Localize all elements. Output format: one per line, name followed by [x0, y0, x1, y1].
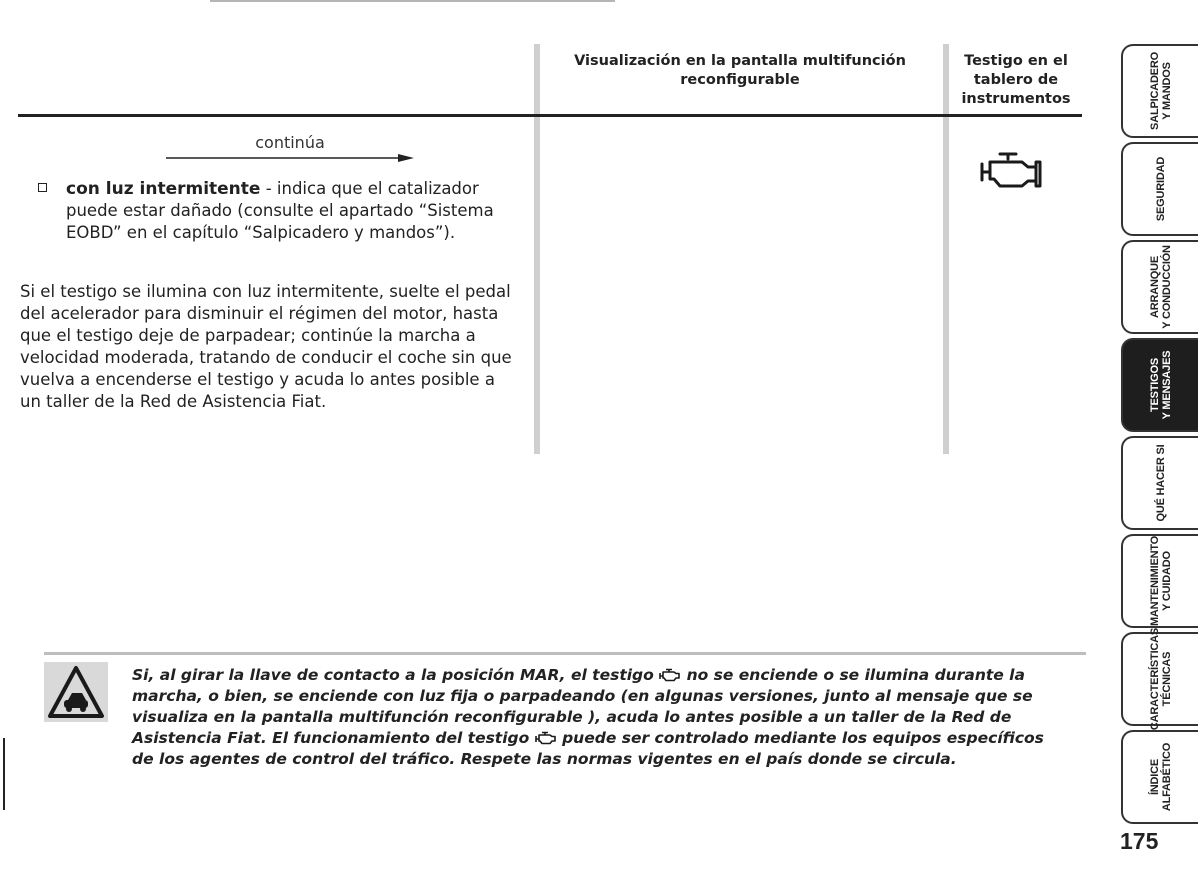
- tab-label: MANTENIMIENTO Y CUIDADO: [1148, 535, 1173, 627]
- tab-indice-alfabetico[interactable]: [1121, 730, 1198, 824]
- continued-arrow-icon: [166, 151, 414, 165]
- tab-label: SEGURIDAD: [1154, 156, 1167, 222]
- header-rule: [18, 114, 1082, 117]
- page-number: 175: [1120, 828, 1159, 854]
- margin-mark: [3, 738, 5, 810]
- continued-label: continúa: [255, 133, 325, 152]
- tab-label: TESTIGOS Y MENSAJES: [1148, 350, 1173, 420]
- bullet-item: [38, 178, 518, 244]
- column-header-warning-light: Testigo en el tablero de instrumentos: [961, 53, 1071, 107]
- tab-testigos-y-mensajes[interactable]: [1121, 338, 1198, 432]
- bullet-text: [66, 178, 518, 244]
- tab-label: CARACTERÍSTICAS TÉCNICAS: [1148, 627, 1173, 731]
- column-separator-1: [534, 44, 540, 454]
- tab-salpicadero-y-mandos[interactable]: [1121, 44, 1198, 138]
- column-header-display: Visualización en la pantalla multifunción reconfigurable: [574, 53, 906, 88]
- top-rule: [210, 0, 615, 2]
- tab-seguridad[interactable]: [1121, 142, 1198, 236]
- tab-label: ÍNDICE ALFABÉTICO: [1148, 742, 1173, 812]
- bullet-box-icon: [38, 183, 47, 192]
- engine-check-icon: [978, 148, 1044, 192]
- tab-label: QUÉ HACER SI: [1154, 444, 1167, 522]
- tab-label: ARRANQUE Y CONDUCCIÓN: [1148, 245, 1173, 329]
- column-separator-2: [943, 44, 949, 454]
- warning-triangle-car-icon: [44, 662, 108, 722]
- bullet-rest: - indica que el catalizador puede estar dañado (consulte el apartado “Sistema EOBD” en el capítulo “Salpicadero y mandos”).: [66, 179, 494, 242]
- tab-arranque-y-conduccion[interactable]: [1121, 240, 1198, 334]
- bullet-bold: con luz intermitente: [66, 179, 261, 199]
- body-paragraph: Si el testigo se ilumina con luz intermitente, suelte el pedal del acelerador para disminuir el régimen del motor, hasta que el testigo deje de parpadear; continúe la marcha a velocidad moderada, tratando de conducir el coche sin que vuelva a encenderse el testigo y acuda lo antes posible a un taller de la Red de Asistencia Fiat.: [20, 282, 512, 411]
- warning-rule: [44, 652, 1086, 655]
- engine-check-icon: [659, 668, 681, 682]
- warning-text-1: Si, al girar la llave de contacto a la posición MAR, el testigo: [132, 666, 660, 684]
- warning-text-2: no se enciende o se ilumina durante la marcha, o bien, se enciende con luz fija o parpadeando (en algunas versiones, junto al mensaje que se visualiza en la pantalla multifunción reconfigurable ), acuda lo antes posible a un taller de la Red de Asistencia Fiat. El funcionamiento del testigo: [132, 666, 1033, 747]
- warning-text: [132, 665, 1052, 770]
- tab-mantenimiento-y-cuidado[interactable]: [1121, 534, 1198, 628]
- tab-que-hacer-si[interactable]: [1121, 436, 1198, 530]
- tab-caracteristicas-tecnicas[interactable]: [1121, 627, 1198, 731]
- engine-check-icon: [535, 731, 557, 745]
- tab-label: SALPICADERO Y MANDOS: [1148, 52, 1173, 130]
- warning-text-3: puede ser controlado mediante los equipos específicos de los agentes de control del tráfico. Respete las normas vigentes en el país donde se circula.: [132, 729, 1044, 768]
